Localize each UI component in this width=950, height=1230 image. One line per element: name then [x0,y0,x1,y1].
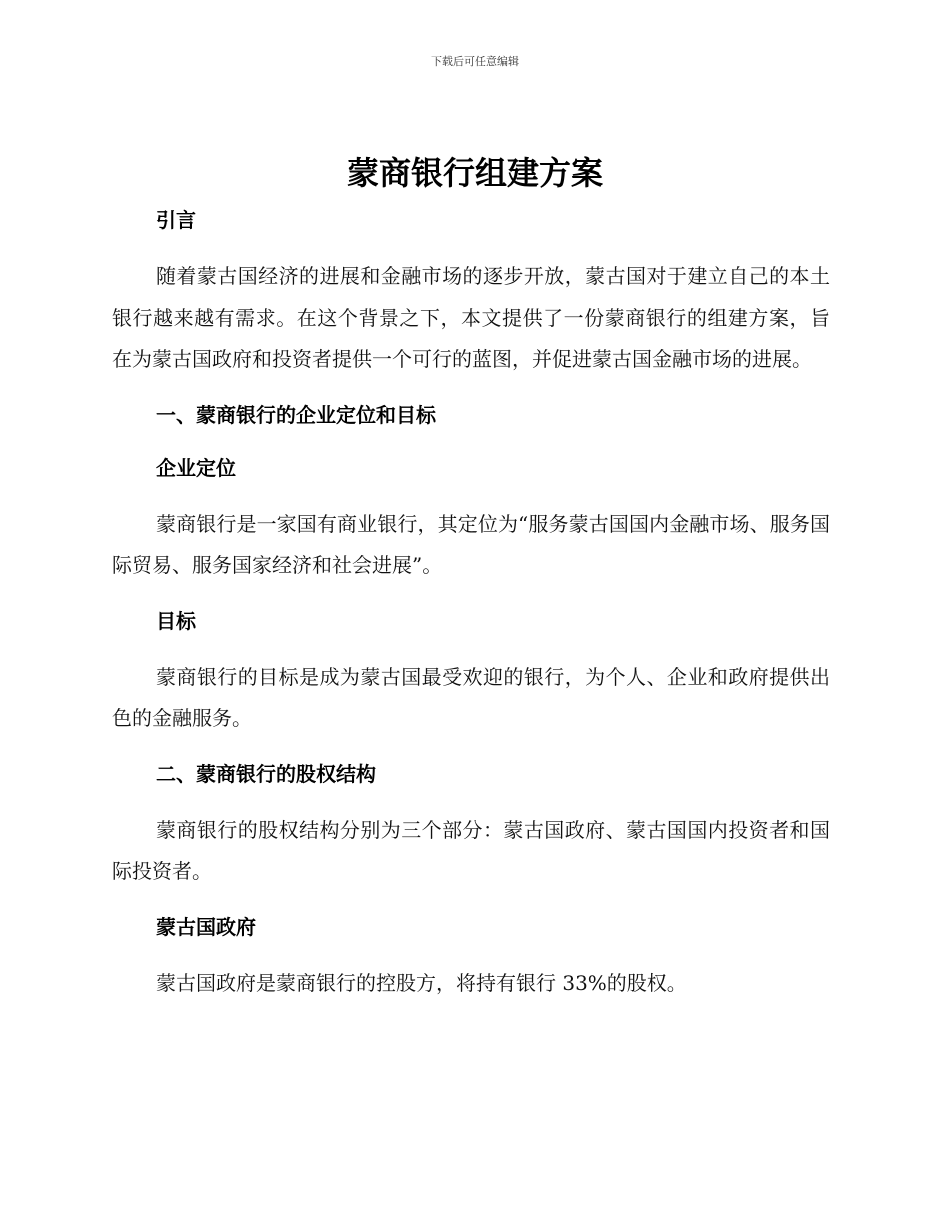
document-title: 蒙商银行组建方案 [346,154,603,192]
heading-positioning: 企业定位 [156,455,236,480]
paragraph-positioning: 蒙商银行是一家国有商业银行，其定位为“服务蒙古国国内金融市场、服务国际贸易、服务国家经济和社会进展”。 [112,511,830,577]
paragraph-goals: 蒙商银行的目标是成为蒙古国最受欢迎的银行，为个人、企业和政府提供出色的金融服务。 [112,664,830,730]
paragraph-introduction: 随着蒙古国经济的进展和金融市场的逐步开放，蒙古国对于建立自己的本土银行越来越有需求。在这个背景之下，本文提供了一份蒙商银行的组建方案，旨在为蒙古国政府和投资者提供一个可行的蓝图，并促进蒙古国金融市场的进展。 [112,264,830,371]
heading-section-1: 一、蒙商银行的企业定位和目标 [156,402,436,427]
heading-government: 蒙古国政府 [156,914,256,939]
paragraph-government: 蒙古国政府是蒙商银行的控股方，将持有银行 33%的股权。 [156,970,687,995]
paragraph-equity-structure: 蒙商银行的股权结构分别为三个部分：蒙古国政府、蒙古国国内投资者和国际投资者。 [112,817,830,883]
heading-section-2: 二、蒙商银行的股权结构 [156,761,376,786]
page-header: 下载后可任意编辑 [431,55,519,68]
heading-goals: 目标 [156,608,196,633]
document-body [112,203,830,1004]
heading-introduction: 引言 [156,208,196,232]
